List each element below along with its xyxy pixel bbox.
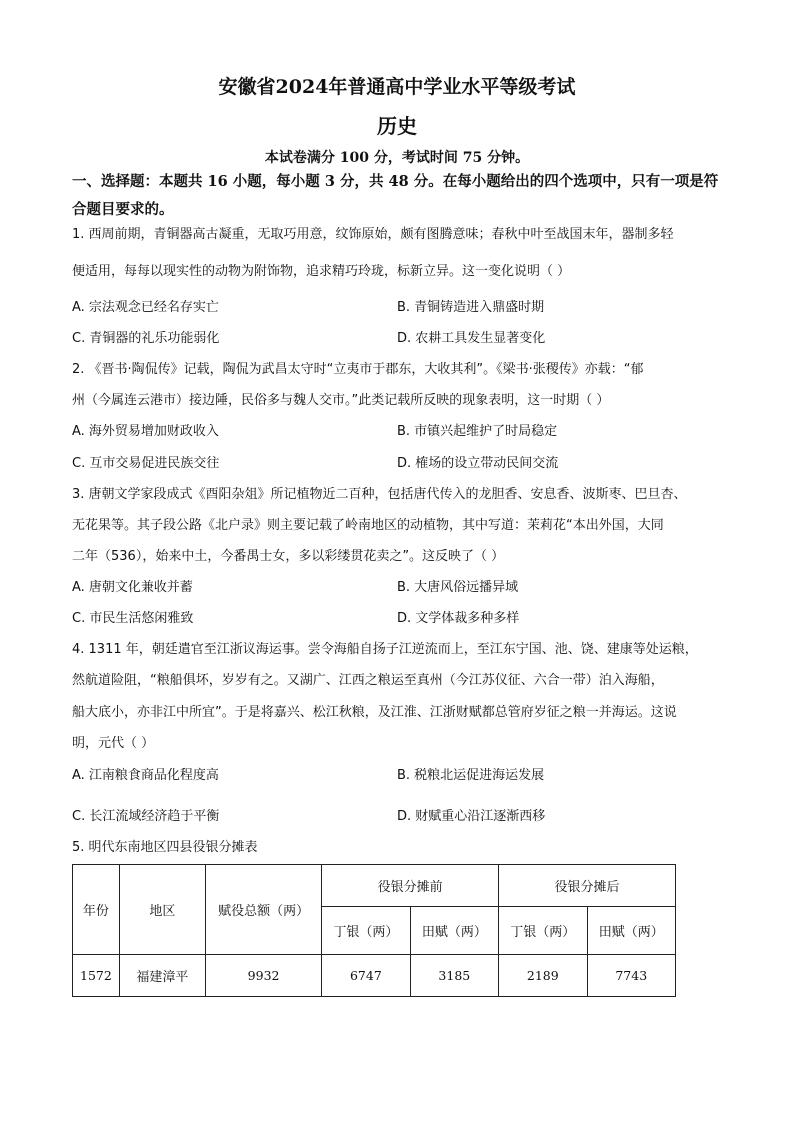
cell-year: 1572	[73, 955, 120, 997]
exam-subject: 历史	[377, 114, 417, 138]
corvee-silver-table	[72, 864, 676, 997]
question-4-line-4: 明，元代（ ）	[72, 736, 155, 751]
question-3-option-a: A. 唐朝文化兼收并蓄	[72, 580, 193, 595]
question-2-line-1: 2. 《晋书·陶侃传》记载，陶侃为武昌太守时“立夷市于郡东，大收其利”。《梁书·张稷传》亦载：“郁	[72, 362, 644, 377]
cell-region: 福建漳平	[119, 955, 205, 997]
question-3-option-c: C. 市民生活悠闲雅致	[72, 611, 194, 626]
question-3-line-1: 3. 唐朝文学家段成式《酉阳杂俎》所记植物近二百种，包括唐代传入的龙胆香、安息香、波斯枣、巴旦杏、	[72, 487, 687, 502]
subheader-before-ding: 丁银（两）	[322, 907, 410, 955]
question-1-line-2: 便适用，每每以现实性的动物为附饰物，追求精巧玲珑，标新立异。这一变化说明（ ）	[72, 264, 571, 279]
question-4-line-3: 船大底小，亦非江中所宜”。于是将嘉兴、松江秋粮，及江淮、江浙财赋都总管府岁征之粮一并海运。这说	[72, 705, 677, 720]
header-before: 役银分摊前	[322, 865, 499, 907]
question-1-option-c: C. 青铜器的礼乐功能弱化	[72, 331, 220, 346]
subheader-after-ding: 丁银（两）	[499, 907, 587, 955]
question-4-option-b: B. 税粮北运促进海运发展	[397, 768, 545, 783]
question-4-option-a: A. 江南粮食商品化程度高	[72, 768, 219, 783]
cell-after-ding: 2189	[499, 955, 587, 997]
question-3-line-2: 无花果等。其子段公路《北户录》则主要记载了岭南地区的动植物，其中写道：茉莉花“本出外国，大同	[72, 518, 664, 533]
question-3-option-d: D. 文学体裁多种多样	[397, 611, 520, 626]
subheader-after-tian: 田赋（两）	[587, 907, 675, 955]
table-row	[73, 955, 676, 997]
cell-after-tian: 7743	[587, 955, 675, 997]
header-after: 役银分摊后	[499, 865, 676, 907]
question-2-option-b: B. 市镇兴起维护了时局稳定	[397, 424, 558, 439]
question-1-option-a: A. 宗法观念已经名存实亡	[72, 300, 219, 315]
header-region: 地区	[119, 865, 205, 955]
question-4-line-1: 4. 1311 年，朝廷遣官至江浙议海运事。尝令海船自扬子江逆流而上，至江东宁国、池、饶、建康等处运粮，	[72, 642, 698, 657]
question-5-stem: 5. 明代东南地区四县役银分摊表	[72, 840, 258, 855]
cell-total: 9932	[206, 955, 322, 997]
subheader-before-tian: 田赋（两）	[410, 907, 498, 955]
question-4-option-d: D. 财赋重心沿江逐渐西移	[397, 809, 546, 824]
question-3-line-3: 二年（536），始来中土，今番禺士女，多以彩缕贯花卖之”。这反映了（ ）	[72, 549, 505, 564]
exam-title: 安徽省2024年普通高中学业水平等级考试	[218, 76, 576, 98]
header-total: 赋役总额（两）	[206, 865, 322, 955]
cell-before-ding: 6747	[322, 955, 410, 997]
question-1-line-1: 1. 西周前期，青铜器高古凝重，无取巧用意，纹饰原始，颇有图腾意味；春秋中叶至战国末年，器制多轻	[72, 227, 674, 242]
question-2-line-2: 州（今属连云港市）接边陲，民俗多与魏人交市。”此类记载所反映的现象表明，这一时期（ ）	[72, 393, 610, 408]
question-4-option-c: C. 长江流域经济趋于平衡	[72, 809, 220, 824]
question-1-option-d: D. 农耕工具发生显著变化	[397, 331, 546, 346]
question-2-option-a: A. 海外贸易增加财政收入	[72, 424, 219, 439]
section-heading: 一、选择题：本题共 16 小题，每小题 3 分，共 48 分。在每小题给出的四个选项中，只有一项是符合题目要求的。	[72, 173, 719, 218]
cell-before-tian: 3185	[410, 955, 498, 997]
header-year: 年份	[73, 865, 120, 955]
question-2-option-d: D. 榷场的设立带动民间交流	[397, 456, 559, 471]
question-1-option-b: B. 青铜铸造进入鼎盛时期	[397, 300, 545, 315]
question-3-option-b: B. 大唐风俗远播异域	[397, 580, 519, 595]
question-2-option-c: C. 互市交易促进民族交往	[72, 456, 220, 471]
question-4-line-2: 然航道险阻，“粮船俱坏，岁岁有之。又湖广、江西之粮运至真州（今江苏仪征、六合一带）泊入海船，	[72, 673, 664, 688]
exam-notice: 本试卷满分 100 分，考试时间 75 分钟。	[264, 150, 530, 166]
